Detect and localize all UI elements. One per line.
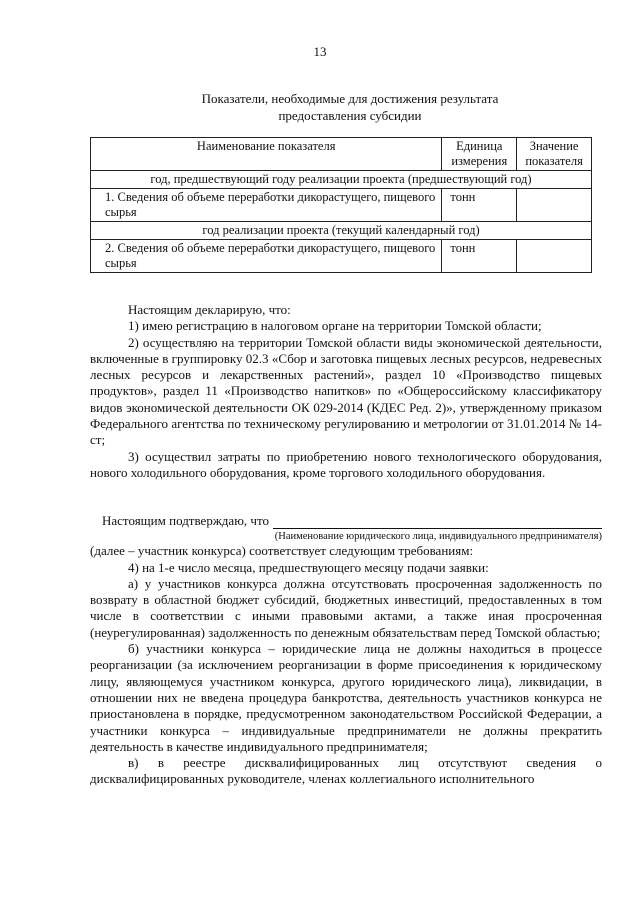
header-unit: Единица измерения: [442, 138, 517, 171]
indicators-table: [90, 137, 592, 273]
page-number: 13: [313, 44, 327, 59]
confirmation-intro: Настоящим подтверждаю, что: [102, 513, 269, 528]
declaration-item-3: 3) осуществил затраты по приобретению нового технологического оборудования, нового холодильного оборудования, кроме торгового холодильного оборудования.: [90, 448, 602, 480]
title-line-1: Показатели, необходимые для достижения результата: [201, 91, 499, 106]
table-row: [91, 189, 592, 222]
section-previous-year: год, предшествующий году реализации проекта (предшествующий год): [91, 171, 592, 189]
requirement-item-b: б) участники конкурса – юридические лица не должны находиться в процессе реорганизации (за исключением реорганизации в форме присоединения к юридическому лицу, являющемуся участником конкурса, другого юридического лица), ликвидации, в отношении них не введена процедура банкротства, деятельность участников конкурса не приостановлена в порядке, предусмотренном законодательством Российской Федерации, а участники конкурса – индивидуальные предприниматели не должны прекратить деятельность в качестве индивидуального предпринимателя;: [90, 641, 602, 754]
header-value: Значение показателя: [517, 138, 592, 171]
declaration-intro: Настоящим декларирую, что:: [128, 302, 291, 317]
confirmation-block: [90, 513, 602, 788]
table-section-row: [91, 171, 592, 189]
document-title: [90, 90, 610, 124]
requirement-item-v: в) в реестре дисквалифицированных лиц отсутствуют сведения о дисквалифицированных руководителе, членах коллегиального исполнительного: [90, 755, 602, 787]
participant-name-blank: [273, 515, 602, 529]
header-name: Наименование показателя: [91, 138, 442, 171]
declaration-block: [90, 302, 602, 481]
row1-value: [517, 189, 592, 222]
requirement-item-4: 4) на 1-е число месяца, предшествующего месяцу подачи заявки:: [128, 559, 489, 575]
table-row: [91, 240, 592, 273]
confirmation-cont: (далее – участник конкурса) соответствует следующим требованиям:: [90, 543, 474, 559]
title-line-2: предоставления субсидии: [278, 108, 422, 123]
participant-name-note: (Наименование юридического лица, индивидуального предпринимателя): [274, 531, 602, 543]
row2-name: 2. Сведения об объеме переработки дикорастущего, пищевого сырья: [91, 240, 442, 273]
confirmation-intro-line: [90, 513, 602, 529]
row2-unit: тонн: [442, 240, 517, 273]
table-header-row: [91, 138, 592, 171]
table-section-row: [91, 222, 592, 240]
section-current-year: год реализации проекта (текущий календарный год): [91, 222, 592, 240]
declaration-item-2: 2) осуществляю на территории Томской области виды экономической деятельности, включенные в группировку 02.3 «Сбор и заготовка пищевых лесных ресурсов, недревесных лесных ресурсов и лекарственных растений», раздел 10 «Производство пищевых продуктов», раздел 11 «Производство напитков» по «Общероссийскому классификатору видов экономической деятельности ОК 029-2014 (КДЕС Ред. 2)», утвержденному приказом Федерального агентства по техническому регулированию и метрологии от 31.01.2014 № 14-ст;: [90, 334, 602, 448]
row1-unit: тонн: [442, 189, 517, 222]
declaration-item-1: 1) имею регистрацию в налоговом органе на территории Томской области;: [128, 318, 542, 334]
row2-value: [517, 240, 592, 273]
requirement-item-a: а) у участников конкурса должна отсутствовать просроченная задолженность по возврату в областной бюджет субсидий, бюджетных инвестиций, предоставленных в том числе в соответствии с иными правовыми актами, а также иная просроченная (неурегулированная) задолженность по денежным обязательствам перед Томской областью;: [90, 575, 602, 640]
row1-name: 1. Сведения об объеме переработки дикорастущего, пищевого сырья: [91, 189, 442, 222]
